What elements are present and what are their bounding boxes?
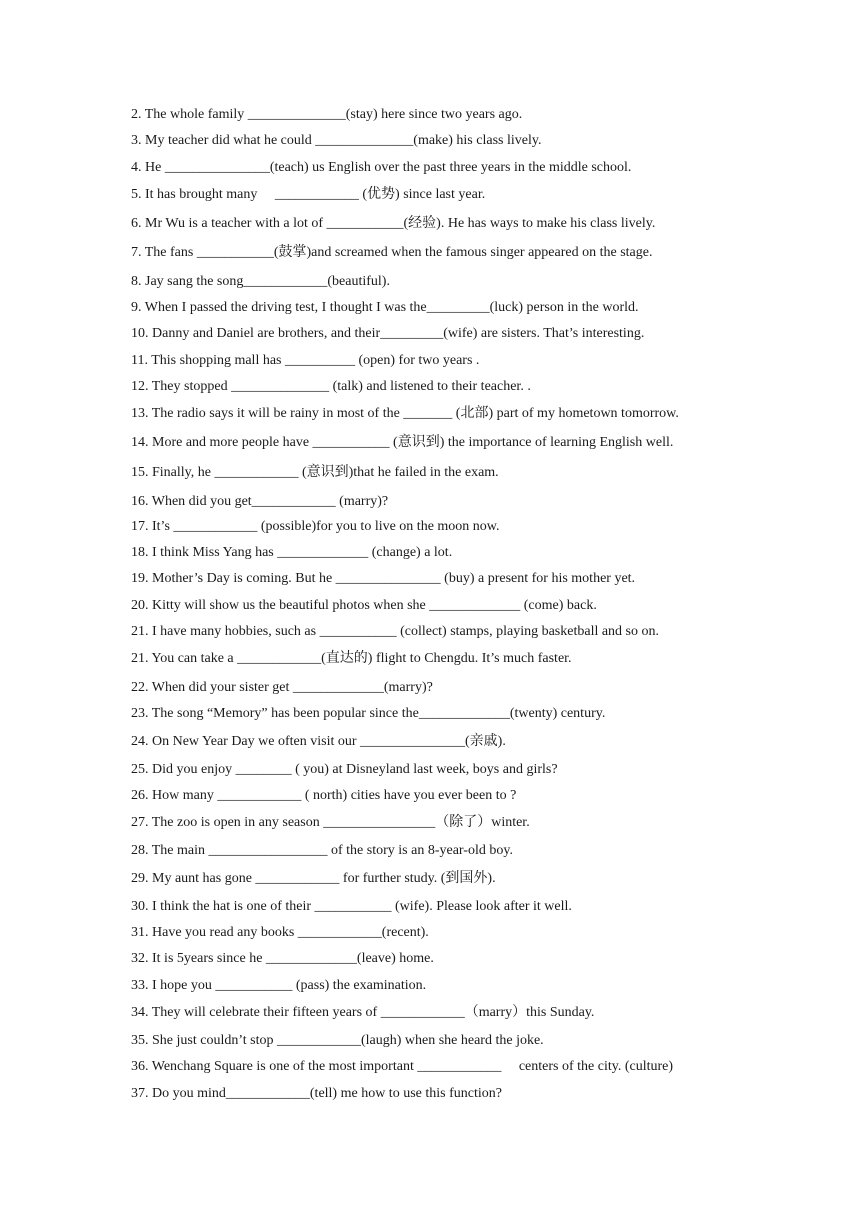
exercise-item: 28. The main _________________ of the story is an 8-year-old boy. <box>131 843 513 858</box>
exercise-item: 10. Danny and Daniel are brothers, and their_________(wife) are sisters. That’s interesting. <box>131 326 645 341</box>
exercise-item: 24. On New Year Day we often visit our _______________(亲戚). <box>131 734 506 749</box>
exercise-item: 33. I hope you ___________ (pass) the examination. <box>131 978 427 993</box>
exercise-item: 31. Have you read any books ____________(recent). <box>131 925 429 940</box>
exercise-item: 8. Jay sang the song____________(beautiful). <box>131 274 390 289</box>
exercise-item: 19. Mother’s Day is coming. But he _______________ (buy) a present for his mother yet. <box>131 571 636 586</box>
exercise-item: 2. The whole family ______________(stay) here since two years ago. <box>131 107 523 122</box>
exercise-item: 21. You can take a ____________(直达的) flight to Chengdu. It’s much faster. <box>131 651 572 666</box>
exercise-item: 23. The song “Memory” has been popular since the_____________(twenty) century. <box>131 706 606 721</box>
exercise-item: 27. The zoo is open in any season ________________（除了）winter. <box>131 815 530 830</box>
exercise-item: 20. Kitty will show us the beautiful photos when she _____________ (come) back. <box>131 598 597 613</box>
exercise-item: 13. The radio says it will be rainy in most of the _______ (北部) part of my hometown tomorrow. <box>131 406 679 421</box>
exercise-item: 36. Wenchang Square is one of the most important ____________ centers of the city. (culture) <box>131 1059 674 1074</box>
exercise-item: 25. Did you enjoy ________ ( you) at Disneyland last week, boys and girls? <box>131 762 558 777</box>
exercise-item: 35. She just couldn’t stop ____________(laugh) when she heard the joke. <box>131 1033 544 1048</box>
exercise-item: 5. It has brought many ____________ (优势) since last year. <box>131 187 486 202</box>
exercise-item: 14. More and more people have ___________ (意识到) the importance of learning English well. <box>131 435 674 450</box>
exercise-item: 16. When did you get____________ (marry)? <box>131 494 389 509</box>
exercise-item: 11. This shopping mall has __________ (open) for two years . <box>131 353 480 368</box>
exercise-item: 7. The fans ___________(鼓掌)and screamed when the famous singer appeared on the stage. <box>131 245 653 260</box>
exercise-item: 26. How many ____________ ( north) cities have you ever been to ? <box>131 788 517 803</box>
exercise-item: 18. I think Miss Yang has _____________ (change) a lot. <box>131 545 453 560</box>
exercise-item: 4. He _______________(teach) us English over the past three years in the middle school. <box>131 160 632 175</box>
exercise-item: 17. It’s ____________ (possible)for you to live on the moon now. <box>131 519 500 534</box>
exercise-item: 37. Do you mind____________(tell) me how to use this function? <box>131 1086 502 1101</box>
exercise-item: 32. It is 5years since he _____________(leave) home. <box>131 951 434 966</box>
exercise-item: 12. They stopped ______________ (talk) and listened to their teacher. . <box>131 379 531 394</box>
exercise-item: 34. They will celebrate their fifteen years of ____________（marry）this Sunday. <box>131 1005 595 1020</box>
exercise-item: 21. I have many hobbies, such as ___________ (collect) stamps, playing basketball and so on. <box>131 624 660 639</box>
exercise-item: 30. I think the hat is one of their ___________ (wife). Please look after it well. <box>131 899 572 914</box>
exercise-item: 29. My aunt has gone ____________ for further study. (到国外). <box>131 871 496 886</box>
exercise-item: 6. Mr Wu is a teacher with a lot of ___________(经验). He has ways to make his class lively. <box>131 216 656 231</box>
exercise-item: 3. My teacher did what he could ______________(make) his class lively. <box>131 133 542 148</box>
exercise-item: 15. Finally, he ____________ (意识到)that he failed in the exam. <box>131 465 499 480</box>
exercise-item: 22. When did your sister get _____________(marry)? <box>131 680 433 695</box>
exercise-item: 9. When I passed the driving test, I thought I was the_________(luck) person in the world. <box>131 300 639 315</box>
